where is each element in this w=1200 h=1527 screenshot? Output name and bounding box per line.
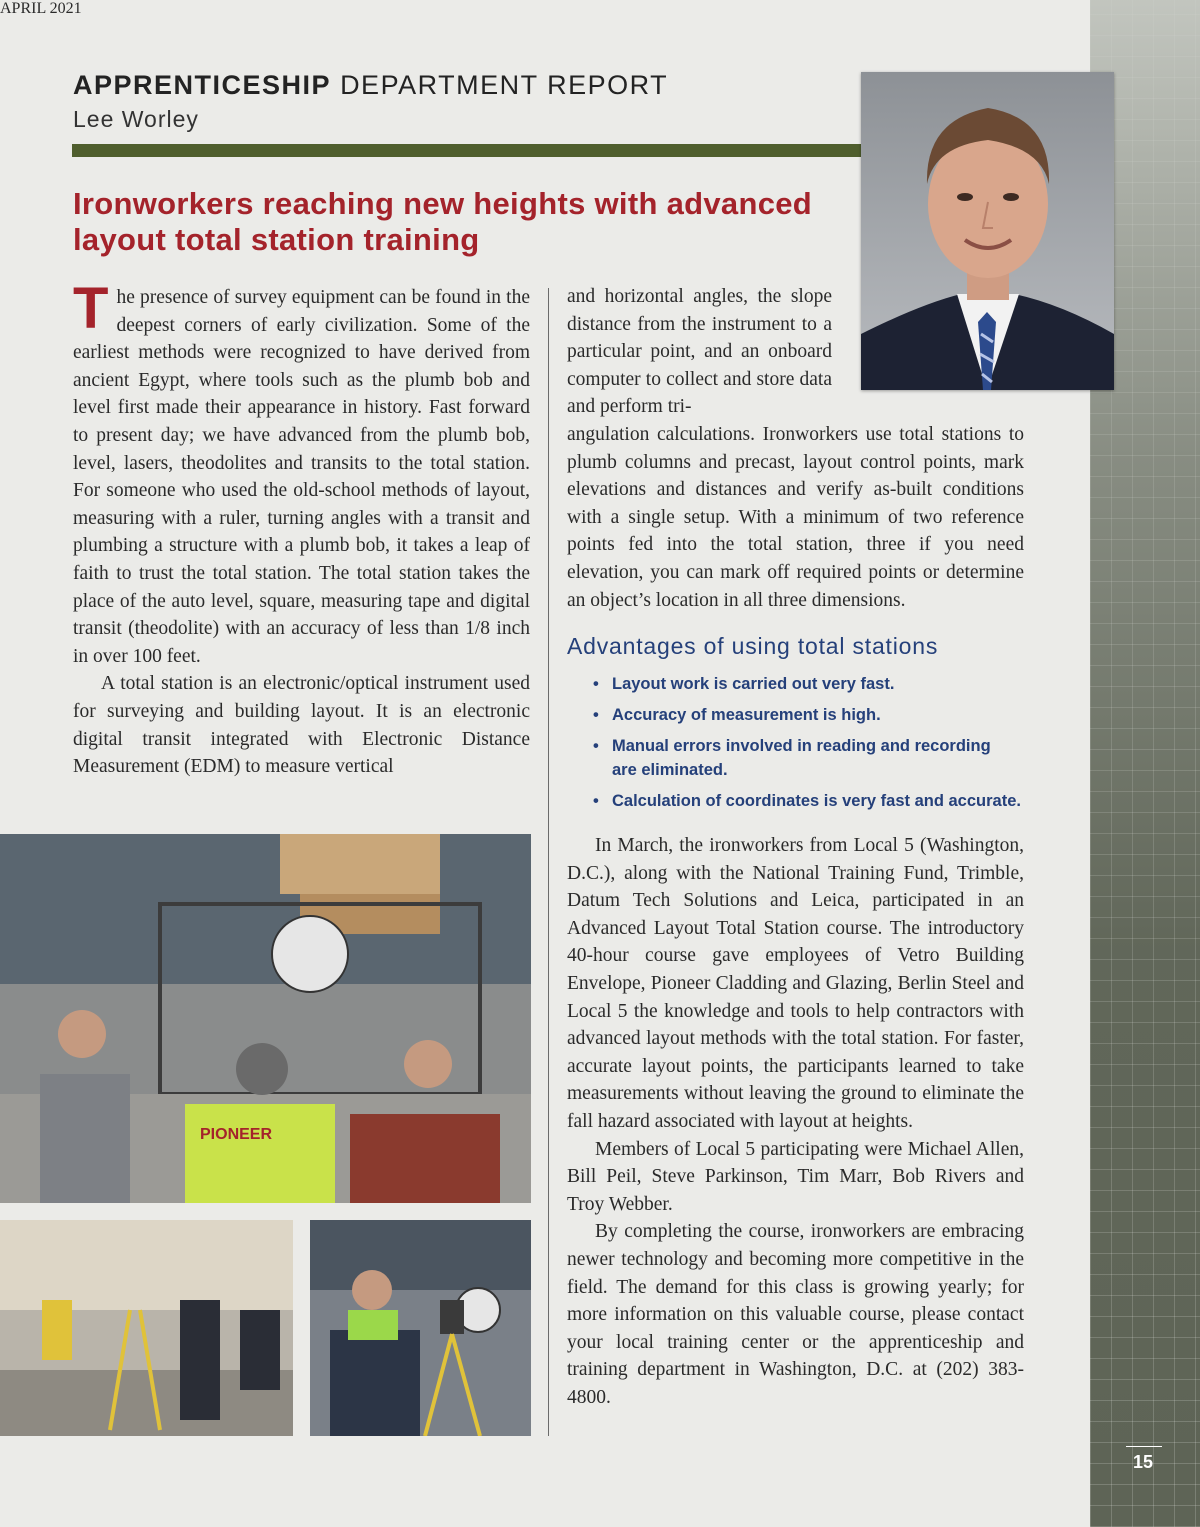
author-name: Lee Worley (73, 106, 199, 132)
article-column-right-wide (567, 421, 1024, 614)
department-heading (73, 70, 668, 101)
article-paragraph-4: Members of Local 5 participating were Michael Allen, Bill Peil, Steve Parkinson, Tim Marr, Bob Rivers and Troy Webber. (567, 1138, 1024, 1215)
article-paragraph-1 (73, 276, 530, 670)
department-heading-bold: APPRENTICESHIP (73, 70, 332, 100)
article-column-right-lower (567, 832, 1024, 1411)
list-item: • Accuracy of measurement is high. (593, 703, 1033, 727)
article-paragraph-5: By completing the course, ironworkers are embracing newer technology and becoming more competitive in the field. The demand for this class is growing yearly; for more information on this valuable course, please contact your local training center or the apprenticeship and training department in Washington, D.C. at (202) 383-4800. (567, 1221, 1024, 1408)
training-photo-instrument (310, 1220, 531, 1436)
column-divider (548, 288, 549, 1436)
department-heading-rest: DEPARTMENT REPORT (340, 70, 669, 100)
portrait-image (861, 72, 1114, 390)
advantages-heading: Advantages of using total stations (567, 633, 939, 659)
vest-logo-text: PIONEER (200, 1126, 273, 1143)
issue-date: APRIL 2021 (0, 0, 82, 17)
author-portrait (861, 72, 1114, 390)
training-photo-group (0, 1220, 293, 1436)
header-rule (72, 144, 862, 157)
page-number: 15 (1132, 1452, 1154, 1472)
article-headline: Ironworkers reaching new heights with advanced layout total station training (73, 186, 813, 257)
article-paragraph-3: In March, the ironworkers from Local 5 (Washington, D.C.), along with the National Training Fund, Trimble, Datum Tech Solutions and Leica, participated in an Advanced Layout Total Station course. The introductory 40-hour course gave employees of Vetro Building Envelope, Pioneer Cladding and Glazing, Berlin Steel and Local 5 the knowledge and tools to help contractors with advanced layout methods with the total station. For faster, accurate layout points, the participants learned to take measurements without leaving the ground to eliminate the fall hazard associated with layout at heights. (567, 835, 1024, 1132)
paragraph-1-text: he presence of survey equipment can be found in the deepest corners of early civilization. Some of the earliest methods were recognized to have derived from ancient Egypt, where tools such as the plumb bob and level first made their appearance in history. Fast forward to present day; we have advanced from the plumb bob, level, lasers, theodolites and transits to the total station. For someone who used the old-school methods of layout, measuring with a ruler, turning angles with a transit and plumbing a structure with a plumb bob, it takes a leap of faith to trust the total station. The total station takes the place of the auto level, square, measuring tape and digital transit (theodolite) with an accuracy of less than 1/8 inch in over 100 feet. (73, 287, 530, 667)
training-photo-main (0, 834, 531, 1203)
dropcap-letter: T (73, 276, 109, 341)
article-column-left (73, 276, 530, 781)
advantages-list (593, 672, 1033, 820)
list-item: • Layout work is carried out very fast. (593, 672, 1033, 696)
paragraph-2-end: angulation calculations. Ironworkers use total stations to plumb columns and precast, layout control points, mark elevations and distances and verify as-built conditions with a single setup. With a minimum of two reference points fed into the total station, three if you need elevation, you can mark off required points or determine an object’s location in all three dimensions. (567, 424, 1024, 611)
training-photo-group-image (0, 1220, 293, 1436)
page-number-rule (1126, 1446, 1162, 1447)
list-item: • Manual errors involved in reading and recording are eliminated. (593, 734, 992, 782)
training-photo-main-image (0, 834, 531, 1203)
list-item: • Calculation of coordinates is very fast and accurate. (593, 789, 1033, 813)
paragraph-2-continued: and horizontal angles, the slope distance from the instrument to a particular point, and an onboard computer to collect and store data and perform tri- (567, 286, 832, 418)
article-paragraph-2: A total station is an electronic/optical instrument used for surveying and building layout. It is an electronic digital transit integrated with Electronic Distance Measurement (EDM) to measure vertical (73, 673, 530, 778)
article-column-right-narrow (567, 283, 832, 421)
training-photo-instrument-image (310, 1220, 531, 1436)
